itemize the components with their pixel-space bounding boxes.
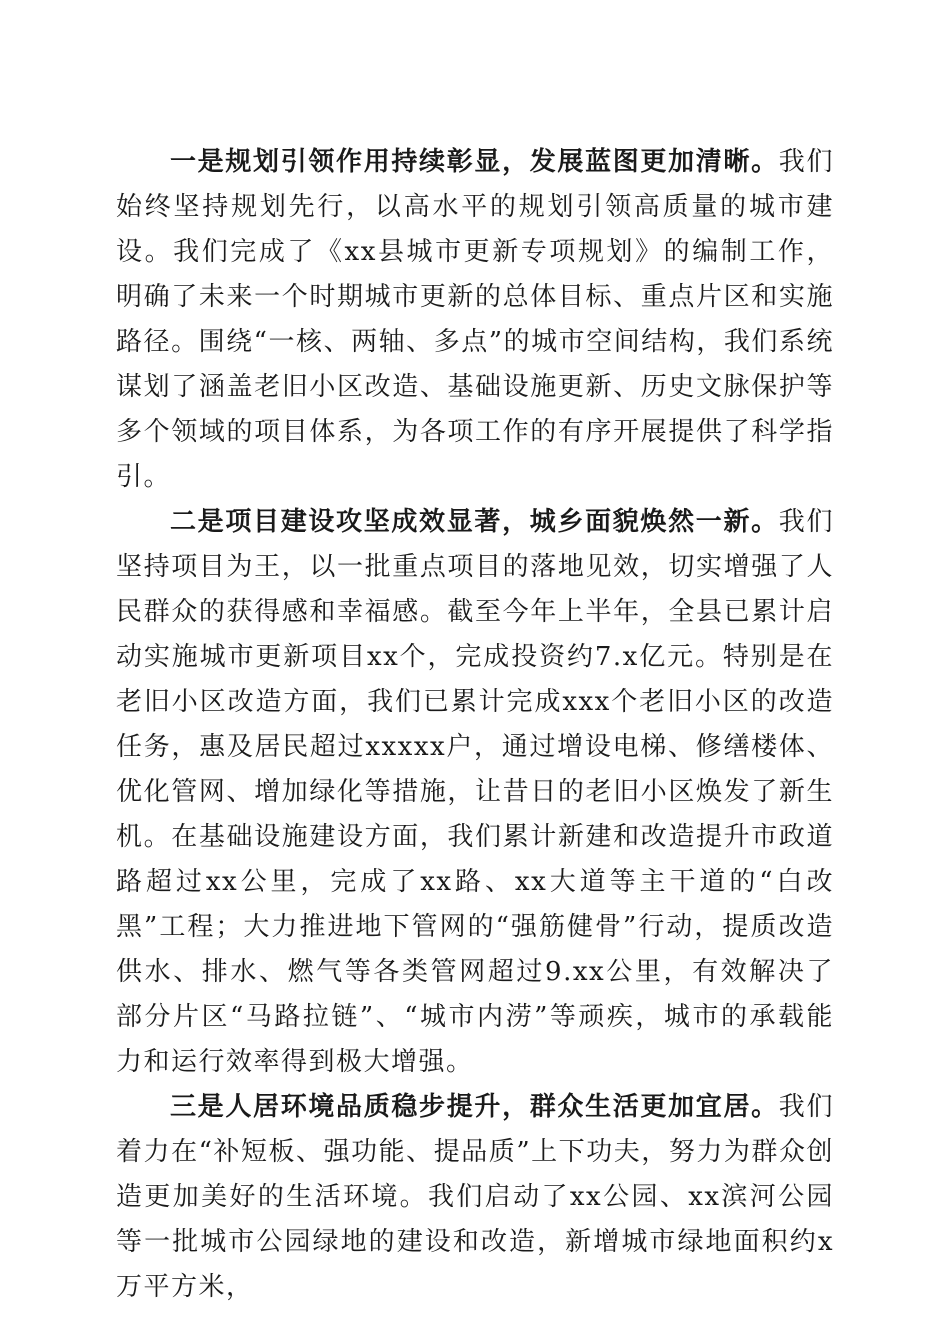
- document-body: [116, 140, 834, 1310]
- paragraph-1-lead: 一是规划引领作用持续彰显，发展蓝图更加清晰。: [170, 147, 779, 177]
- paragraph-3-body: 我们着力在“补短板、强功能、提品质”上下功夫，努力为群众创造更加美好的生活环境。我们启动了xx公园、xx滨河公园等一批城市公园绿地的建设和改造，新增城市绿地面积约x万平方米，: [116, 1092, 834, 1302]
- paragraph-2: [116, 500, 834, 1085]
- paragraph-1: [116, 140, 834, 500]
- paragraph-2-body: 我们坚持项目为王，以一批重点项目的落地见效，切实增强了人民群众的获得感和幸福感。截至今年上半年，全县已累计启动实施城市更新项目xx个，完成投资约7.x亿元。特别是在老旧小区改造方面，我们已累计完成xxx个老旧小区的改造任务，惠及居民超过xxxxx户，通过增设电梯、修缮楼体、优化管网、增加绿化等措施，让昔日的老旧小区焕发了新生机。在基础设施建设方面，我们累计新建和改造提升市政道路超过xx公里，完成了xx路、xx大道等主干道的“白改黑”工程；大力推进地下管网的“强筋健骨”行动，提质改造供水、排水、燃气等各类管网超过9.xx公里，有效解决了部分片区“马路拉链”、“城市内涝”等顽疾，城市的承载能力和运行效率得到极大增强。: [116, 507, 834, 1077]
- paragraph-2-lead: 二是项目建设攻坚成效显著，城乡面貌焕然一新。: [170, 507, 779, 537]
- paragraph-1-body: 我们始终坚持规划先行，以高水平的规划引领高质量的城市建设。我们完成了《xx县城市更新专项规划》的编制工作，明确了未来一个时期城市更新的总体目标、重点片区和实施路径。围绕“一核、两轴、多点”的城市空间结构，我们系统谋划了涵盖老旧小区改造、基础设施更新、历史文脉保护等多个领域的项目体系，为各项工作的有序开展提供了科学指引。: [116, 147, 834, 492]
- paragraph-3: [116, 1085, 834, 1310]
- paragraph-3-lead: 三是人居环境品质稳步提升，群众生活更加宜居。: [170, 1092, 779, 1122]
